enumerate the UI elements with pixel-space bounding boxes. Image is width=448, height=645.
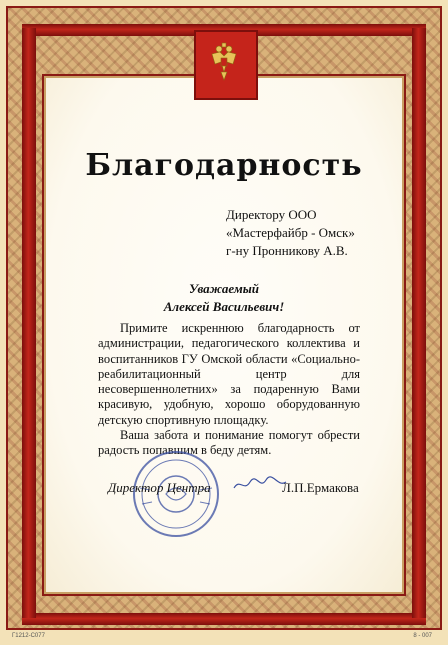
double-headed-eagle-icon bbox=[209, 42, 239, 82]
ribbon-right bbox=[412, 28, 426, 618]
addressee-line: «Мастерфайбр - Омск» bbox=[226, 225, 355, 240]
certificate-title: Благодарность bbox=[85, 148, 363, 183]
print-code: Г1212-С077 bbox=[12, 633, 45, 639]
print-number: 8 - 007 bbox=[413, 633, 432, 639]
handwritten-signature bbox=[232, 474, 288, 494]
addressee-line: Директору ООО bbox=[226, 207, 317, 222]
body-paragraph: Ваша забота и понимание помогут обрести радость попавшим в беду детям. bbox=[98, 428, 360, 458]
greeting-line: Алексей Васильевич! bbox=[163, 299, 285, 314]
ribbon-bottom bbox=[22, 613, 426, 625]
body-paragraph: Примите искреннюю благодарность от администрации, педагогического коллектива и воспитанников ГУ Омской области «Социально-реабилитационный центр для несовершеннолетних» за подаренную Вами красивую, удобную, хорошо оборудованную детскую спортивную площадку. bbox=[98, 321, 360, 427]
signer-name: Л.П.Ермакова bbox=[282, 480, 359, 495]
ribbon-left bbox=[22, 28, 36, 618]
greeting bbox=[0, 280, 448, 316]
signer-role: Директор Центра bbox=[108, 480, 211, 495]
addressee-block bbox=[226, 206, 406, 260]
greeting-line: Уважаемый bbox=[189, 281, 259, 296]
addressee-line: г-ну Пронникову А.В. bbox=[226, 243, 348, 258]
letter-body bbox=[98, 321, 360, 459]
